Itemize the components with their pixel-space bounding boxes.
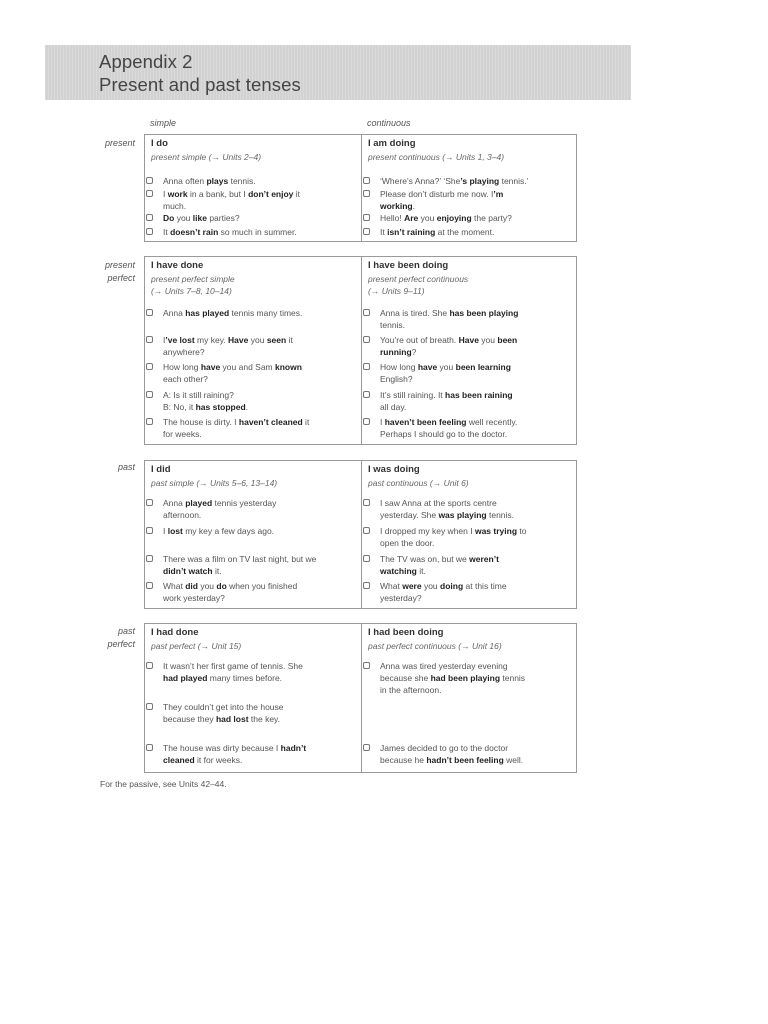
example-item	[163, 416, 359, 440]
verb-form: Have	[458, 335, 479, 345]
example-line	[163, 672, 359, 684]
checkbox-icon[interactable]	[363, 499, 370, 506]
example-line	[163, 334, 359, 346]
checkbox-icon[interactable]	[363, 309, 370, 316]
tense-name: (→ Units 9–11)	[368, 286, 425, 296]
verb-form: haven’t been feeling	[384, 417, 467, 427]
example-text: Anna often	[163, 176, 207, 186]
verb-form: was trying	[474, 526, 518, 536]
example-text: each other?	[163, 374, 208, 384]
row-label-word: perfect	[107, 639, 135, 649]
example-line	[163, 742, 359, 754]
example-text: my key.	[194, 335, 229, 345]
example-item	[380, 660, 576, 696]
verb-form: Are	[404, 213, 419, 223]
example-text: What	[163, 581, 186, 591]
example-line	[380, 580, 576, 592]
example-text: I saw Anna at the sports centre	[380, 498, 497, 508]
example-item	[163, 212, 359, 224]
example-line	[380, 307, 576, 319]
example-line	[163, 188, 359, 200]
example-item	[163, 660, 359, 684]
verb-form: hadn’t	[280, 743, 307, 753]
example-text: you	[197, 581, 217, 591]
example-line	[380, 754, 576, 766]
example-text: all day.	[380, 402, 407, 412]
example-line	[380, 497, 576, 509]
example-text: when you finished	[226, 581, 298, 591]
example-line	[380, 226, 576, 238]
verb-form: didn’t watch	[163, 566, 213, 576]
example-text: Hello!	[380, 213, 405, 223]
example-text: it	[302, 417, 310, 427]
verb-form: work	[167, 189, 188, 199]
checkbox-icon[interactable]	[363, 190, 370, 197]
example-text: anywhere?	[163, 347, 205, 357]
example-item	[380, 175, 576, 187]
example-text: in a bank, but I	[187, 189, 249, 199]
verb-form: Do	[163, 213, 175, 223]
example-text: my key a few days ago.	[182, 526, 275, 536]
verb-form: has played	[185, 308, 230, 318]
verb-form: Have	[228, 335, 249, 345]
checkbox-icon[interactable]	[146, 499, 153, 506]
example-text: tennis.	[228, 176, 256, 186]
example-text: I	[163, 526, 168, 536]
tense-form-title: I have done	[151, 260, 204, 271]
example-line	[163, 175, 359, 187]
example-text: because he	[380, 755, 427, 765]
example-text: How long	[380, 362, 418, 372]
tense-form-title: I am doing	[368, 138, 416, 149]
verb-form: ’s playing	[460, 176, 500, 186]
example-text: for weeks.	[163, 429, 202, 439]
example-item	[380, 580, 576, 604]
example-item	[163, 361, 359, 385]
checkbox-icon[interactable]	[146, 582, 153, 589]
example-text: so much in summer.	[218, 227, 297, 237]
checkbox-icon[interactable]	[146, 662, 153, 669]
example-text: .	[245, 402, 249, 412]
verb-form: like	[192, 213, 207, 223]
example-item	[163, 307, 359, 319]
example-text: because she	[380, 673, 431, 683]
example-line	[380, 428, 576, 440]
example-line	[163, 401, 359, 413]
example-text: tennis.’	[499, 176, 529, 186]
example-line	[163, 226, 359, 238]
example-item	[163, 553, 359, 577]
verb-form: has stopped	[195, 402, 246, 412]
tense-box	[144, 623, 577, 773]
verb-form: running	[380, 347, 412, 357]
tense-name: present perfect simple	[151, 274, 235, 284]
example-text: I	[163, 335, 166, 345]
row-label-word: perfect	[107, 273, 135, 283]
example-line	[380, 401, 576, 413]
example-item	[163, 175, 359, 187]
example-line	[380, 416, 576, 428]
verb-form: been	[497, 335, 518, 345]
example-text: Anna is tired. She	[380, 308, 450, 318]
example-text: They couldn’t get into the house	[163, 702, 284, 712]
verb-form: ’ve lost	[165, 335, 195, 345]
example-item	[380, 389, 576, 413]
example-line	[163, 701, 359, 713]
example-line	[163, 373, 359, 385]
verb-form: played	[185, 498, 213, 508]
verb-form: enjoying	[436, 213, 472, 223]
verb-form: haven’t cleaned	[238, 417, 303, 427]
example-line	[163, 565, 359, 577]
example-text: ‘Where’s Anna?’ ‘She	[380, 176, 461, 186]
example-line	[163, 592, 359, 604]
example-text: open the door.	[380, 538, 435, 548]
verb-form: working	[380, 201, 413, 211]
example-item	[163, 334, 359, 358]
example-line	[380, 537, 576, 549]
example-text: It’s still raining. It	[380, 390, 446, 400]
example-text: Anna was tired yesterday evening	[380, 661, 508, 671]
verb-form: ’m	[493, 189, 504, 199]
example-line	[380, 175, 576, 187]
verb-form: seen	[266, 335, 287, 345]
example-text: you	[478, 335, 498, 345]
example-item	[380, 361, 576, 385]
verb-form: did	[185, 581, 198, 591]
tense-form-title: I did	[151, 464, 171, 475]
checkbox-icon[interactable]	[363, 662, 370, 669]
example-text: .	[412, 201, 415, 211]
example-text: It	[163, 227, 171, 237]
example-text: many times before.	[207, 673, 283, 683]
page-title: Present and past tenses	[99, 74, 301, 95]
example-item	[380, 497, 576, 521]
tense-name: present continuous (→ Units 1, 3–4)	[368, 152, 505, 162]
checkbox-icon[interactable]	[363, 555, 370, 562]
row-label-word: past	[117, 462, 135, 472]
row-label-word: present	[104, 260, 135, 270]
example-text: I	[380, 417, 385, 427]
example-line	[380, 346, 576, 358]
example-line	[163, 346, 359, 358]
example-text: I dropped my key when I	[380, 526, 475, 536]
checkbox-icon[interactable]	[363, 214, 370, 221]
example-text: it for weeks.	[194, 755, 243, 765]
example-text: yesterday. She	[380, 510, 439, 520]
example-text: to	[517, 526, 527, 536]
example-line	[163, 509, 359, 521]
example-text: James decided to go to the doctor	[380, 743, 509, 753]
verb-form: has been raining	[445, 390, 513, 400]
checkbox-icon[interactable]	[146, 418, 153, 425]
checkbox-icon[interactable]	[363, 744, 370, 751]
verb-form: were	[402, 581, 422, 591]
example-item	[163, 580, 359, 604]
example-item	[380, 188, 576, 212]
example-text: Anna	[163, 498, 186, 508]
example-line	[163, 212, 359, 224]
checkbox-icon[interactable]	[146, 190, 153, 197]
checkbox-icon[interactable]	[146, 527, 153, 534]
example-text: Perhaps I should go to the doctor.	[380, 429, 508, 439]
example-text: it.	[212, 566, 222, 576]
checkbox-icon[interactable]	[146, 555, 153, 562]
verb-form: been learning	[455, 362, 511, 372]
example-text: it	[286, 335, 293, 345]
tense-form-title: I had been doing	[368, 627, 444, 638]
example-item	[163, 701, 359, 725]
checkbox-icon[interactable]	[146, 703, 153, 710]
example-text: ?	[411, 347, 417, 357]
example-line	[163, 416, 359, 428]
example-item	[163, 742, 359, 766]
tense-name: past perfect (→ Unit 15)	[151, 641, 242, 651]
example-line	[380, 525, 576, 537]
example-text: tennis yesterday	[212, 498, 277, 508]
example-line	[380, 672, 576, 684]
example-text: the key.	[248, 714, 281, 724]
tense-name: past continuous (→ Unit 6)	[368, 478, 469, 488]
checkbox-icon[interactable]	[146, 177, 153, 184]
tense-form-title: I have been doing	[368, 260, 449, 271]
example-item	[380, 742, 576, 766]
example-item	[163, 226, 359, 238]
example-item	[380, 334, 576, 358]
example-text: tennis many times.	[229, 308, 303, 318]
footnote: For the passive, see Units 42–44.	[100, 779, 227, 789]
column-heading-simple: simple	[150, 118, 177, 128]
checkbox-icon[interactable]	[363, 527, 370, 534]
checkbox-icon[interactable]	[146, 744, 153, 751]
checkbox-icon[interactable]	[363, 391, 370, 398]
example-text: There was a film on TV last night, but we	[163, 554, 317, 564]
appendix-number: Appendix 2	[99, 51, 193, 72]
verb-form: plays	[206, 176, 229, 186]
example-text: The house was dirty because I	[163, 743, 281, 753]
checkbox-icon[interactable]	[146, 309, 153, 316]
example-line	[380, 319, 576, 331]
example-text: It wasn’t her first game of tennis. She	[163, 661, 303, 671]
example-text: the party?	[471, 213, 512, 223]
example-line	[163, 525, 359, 537]
tense-name: present perfect continuous	[368, 274, 469, 284]
example-text: you	[437, 362, 456, 372]
example-line	[380, 200, 576, 212]
example-line	[163, 660, 359, 672]
example-line	[380, 373, 576, 385]
example-line	[163, 200, 359, 212]
row-label-3	[75, 625, 135, 651]
verb-form: cleaned	[163, 755, 195, 765]
checkbox-icon[interactable]	[146, 391, 153, 398]
example-text: What	[380, 581, 403, 591]
example-item	[163, 389, 359, 413]
example-text: because they	[163, 714, 216, 724]
checkbox-icon[interactable]	[363, 418, 370, 425]
checkbox-icon[interactable]	[363, 336, 370, 343]
tense-name: (→ Units 7–8, 10–14)	[151, 286, 232, 296]
verb-form: has been playing	[449, 308, 519, 318]
example-item	[380, 553, 576, 577]
example-text: I	[163, 189, 168, 199]
example-text: you and Sam	[220, 362, 275, 372]
example-line	[380, 188, 576, 200]
example-text: The TV was on, but we	[380, 554, 470, 564]
checkbox-icon[interactable]	[146, 228, 153, 235]
example-text: it	[293, 189, 301, 199]
row-label-word: present	[104, 138, 135, 148]
example-text: It	[380, 227, 388, 237]
row-label-0	[75, 137, 135, 150]
row-label-2	[75, 461, 135, 474]
verb-form: known	[275, 362, 302, 372]
example-line	[163, 497, 359, 509]
example-line	[380, 389, 576, 401]
example-text: tennis.	[380, 320, 406, 330]
example-line	[163, 553, 359, 565]
checkbox-icon[interactable]	[363, 363, 370, 370]
verb-form: doesn’t rain	[170, 227, 219, 237]
example-line	[163, 389, 359, 401]
example-text: you	[418, 213, 437, 223]
example-text: in the afternoon.	[380, 685, 442, 695]
example-text: at this time	[463, 581, 507, 591]
example-text: much.	[163, 201, 187, 211]
example-line	[380, 592, 576, 604]
example-text: A: Is it still raining?	[163, 390, 234, 400]
example-item	[380, 416, 576, 440]
column-divider	[361, 135, 362, 241]
tense-box	[144, 256, 577, 445]
example-text: afternoon.	[163, 510, 202, 520]
tense-name: past simple (→ Units 5–6, 13–14)	[151, 478, 278, 488]
tense-form-title: I had done	[151, 627, 199, 638]
example-line	[380, 509, 576, 521]
example-line	[163, 754, 359, 766]
example-line	[380, 660, 576, 672]
example-text: parties?	[206, 213, 240, 223]
example-text: B: No, it	[163, 402, 196, 412]
example-text: tennis.	[486, 510, 515, 520]
example-text: well.	[503, 755, 524, 765]
verb-form: lost	[167, 526, 183, 536]
verb-form: do	[216, 581, 227, 591]
checkbox-icon[interactable]	[363, 177, 370, 184]
example-line	[380, 565, 576, 577]
verb-form: isn’t raining	[387, 227, 436, 237]
column-divider	[361, 624, 362, 772]
column-heading-continuous: continuous	[367, 118, 411, 128]
example-text: you	[174, 213, 193, 223]
example-line	[380, 553, 576, 565]
example-text: work yesterday?	[163, 593, 225, 603]
example-text: How long	[163, 362, 201, 372]
column-divider	[361, 461, 362, 608]
example-line	[380, 361, 576, 373]
checkbox-icon[interactable]	[363, 228, 370, 235]
example-line	[163, 580, 359, 592]
checkbox-icon[interactable]	[146, 363, 153, 370]
example-item	[163, 525, 359, 537]
example-line	[163, 361, 359, 373]
tense-box	[144, 134, 577, 242]
example-text: English?	[380, 374, 413, 384]
row-label-word: past	[117, 626, 135, 636]
checkbox-icon[interactable]	[146, 336, 153, 343]
example-line	[380, 742, 576, 754]
tense-form-title: I was doing	[368, 464, 420, 475]
tense-box	[144, 460, 577, 609]
example-text: You’re out of breath.	[380, 335, 459, 345]
example-item	[380, 226, 576, 238]
example-item	[380, 525, 576, 549]
example-line	[163, 428, 359, 440]
verb-form: have	[200, 362, 221, 372]
example-text: Please don’t disturb me now. I	[380, 189, 494, 199]
tense-name: present simple (→ Units 2–4)	[151, 152, 262, 162]
example-item	[163, 188, 359, 212]
verb-form: was playing	[438, 510, 487, 520]
checkbox-icon[interactable]	[363, 582, 370, 589]
checkbox-icon[interactable]	[146, 214, 153, 221]
example-text: at the moment.	[435, 227, 495, 237]
example-text: well recently.	[466, 417, 518, 427]
verb-form: had been playing	[430, 673, 501, 683]
example-text: tennis	[500, 673, 526, 683]
verb-form: watching	[380, 566, 417, 576]
verb-form: had lost	[215, 714, 249, 724]
example-line	[380, 212, 576, 224]
example-text: you	[248, 335, 267, 345]
tense-form-title: I do	[151, 138, 168, 149]
tense-name: past perfect continuous (→ Unit 16)	[368, 641, 502, 651]
verb-form: hadn’t been feeling	[426, 755, 504, 765]
example-text: you	[421, 581, 441, 591]
verb-form: had played	[163, 673, 208, 683]
column-divider	[361, 257, 362, 444]
example-line	[163, 307, 359, 319]
example-text: The house is dirty. I	[163, 417, 239, 427]
verb-form: doing	[440, 581, 464, 591]
row-label-1	[75, 259, 135, 285]
example-item	[380, 307, 576, 331]
example-text: yesterday?	[380, 593, 422, 603]
verb-form: don’t enjoy	[248, 189, 294, 199]
example-line	[380, 684, 576, 696]
example-line	[380, 334, 576, 346]
verb-form: weren’t	[469, 554, 499, 564]
verb-form: have	[417, 362, 438, 372]
example-text: it.	[416, 566, 426, 576]
example-text: Anna	[163, 308, 186, 318]
example-item	[163, 497, 359, 521]
example-line	[163, 713, 359, 725]
appendix-header-band	[45, 45, 631, 100]
example-item	[380, 212, 576, 224]
